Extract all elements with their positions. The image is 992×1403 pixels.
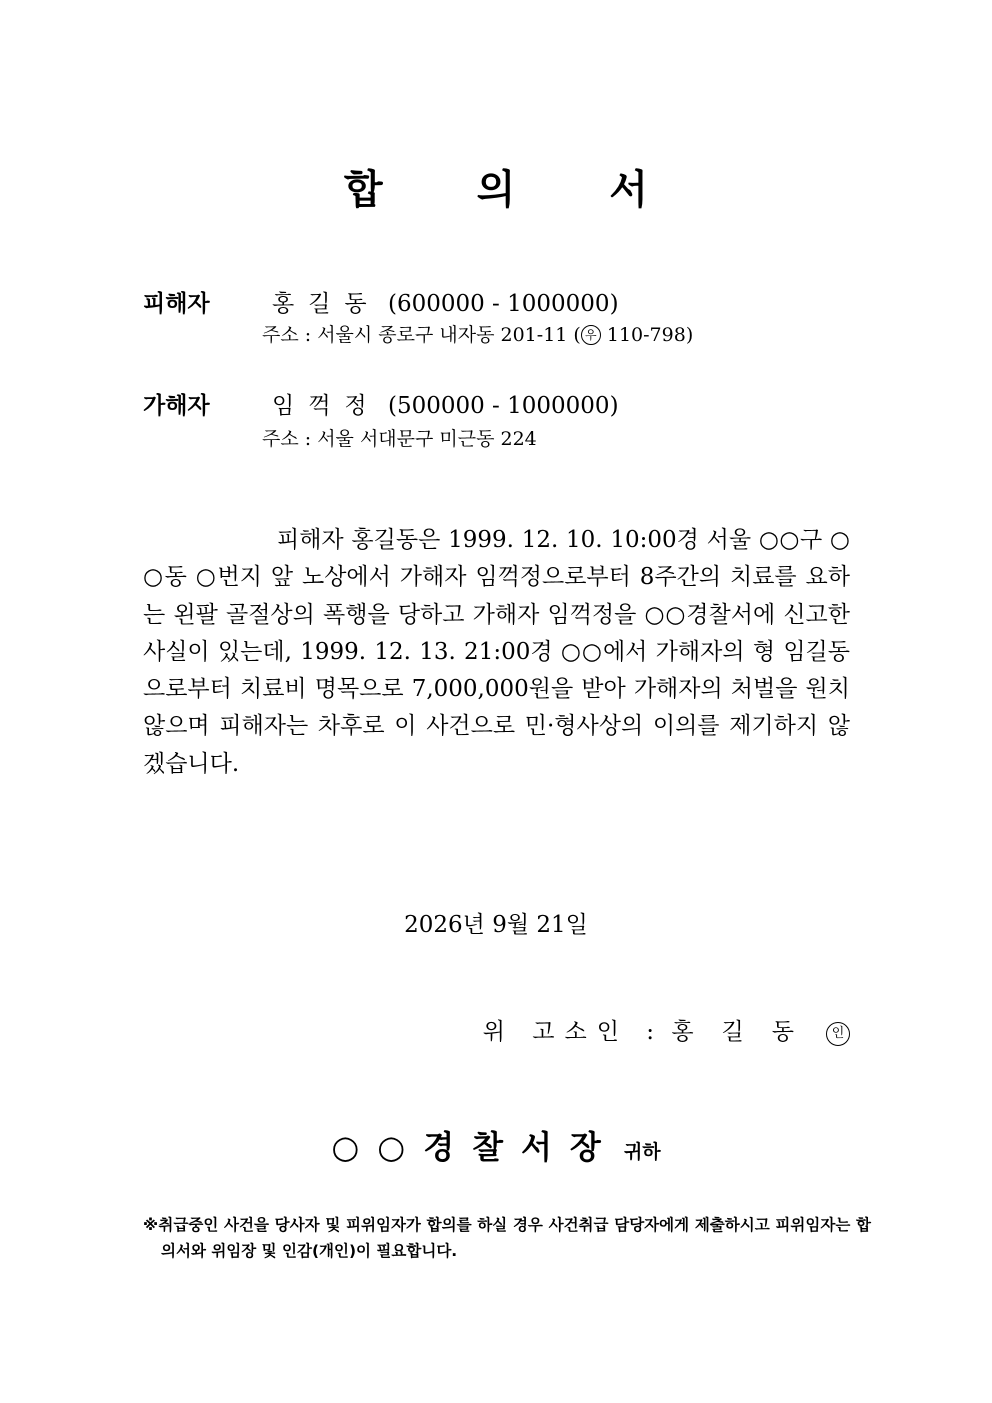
victim-role-label: 피해자	[143, 290, 210, 317]
victim-id-number: (600000 - 1000000)	[387, 291, 619, 317]
seal-icon: 인	[826, 1022, 850, 1046]
victim-name-line	[272, 285, 619, 318]
offender-name-line	[272, 387, 619, 420]
document-title: 합의서	[344, 166, 742, 213]
victim-address: 서울시 종로구 내자동 201-11 (	[317, 324, 581, 346]
signer-name: 홍길동	[671, 1019, 822, 1045]
postal-mark-icon: 우	[581, 325, 601, 345]
offender-address-label: 주소 :	[262, 428, 318, 450]
offender-role-label: 가해자	[143, 392, 210, 419]
recipient-office: ○○경찰서장	[331, 1128, 619, 1166]
offender-address: 서울 서대문구 미근동 224	[317, 428, 537, 450]
recipient-honorific: 귀하	[623, 1141, 661, 1163]
victim-postal-code: 110-798)	[600, 324, 694, 346]
agreement-statement: 피해자 홍길동은 1999. 12. 10. 10:00경 서울 ○○구 ○○동 ○번지 앞 노상에서 가해자 임꺽정으로부터 8주간의 치료를 요하는 왼팔 골절상의 폭행을 당하고 가해자 임꺽정을 ○○경찰서에 신고한 사실이 있는데, 1999. 12. 13. 21:00경 ○○에서 가해자의 형 임길동으로부터 치료비 명목으로 7,000,000원을 받아 가해자의 처벌을 원치 않으며 피해자는 차후로 이 사건으로 민·형사상의 이의를 제기하지 않겠습니다.	[143, 527, 850, 777]
agreement-date: 2026년 9월 21일	[404, 912, 588, 938]
recipient-line	[0, 1122, 992, 1168]
victim-address-line	[262, 320, 693, 347]
signer-line	[483, 1013, 850, 1046]
offender-id-number: (500000 - 1000000)	[387, 393, 619, 419]
signer-label: 위 고소인 :	[482, 1019, 665, 1045]
victim-address-label: 주소 :	[262, 324, 318, 346]
offender-address-line	[262, 424, 537, 451]
footnote: ※취급중인 사건을 당사자 및 피위임자가 합의를 하실 경우 사건취급 담당자에게 제출하시고 피위임자는 합의서와 위임장 및 인감(개인)이 필요합니다.	[143, 1216, 871, 1260]
offender-name: 임꺽정	[272, 393, 381, 419]
victim-name: 홍길동	[272, 291, 381, 317]
